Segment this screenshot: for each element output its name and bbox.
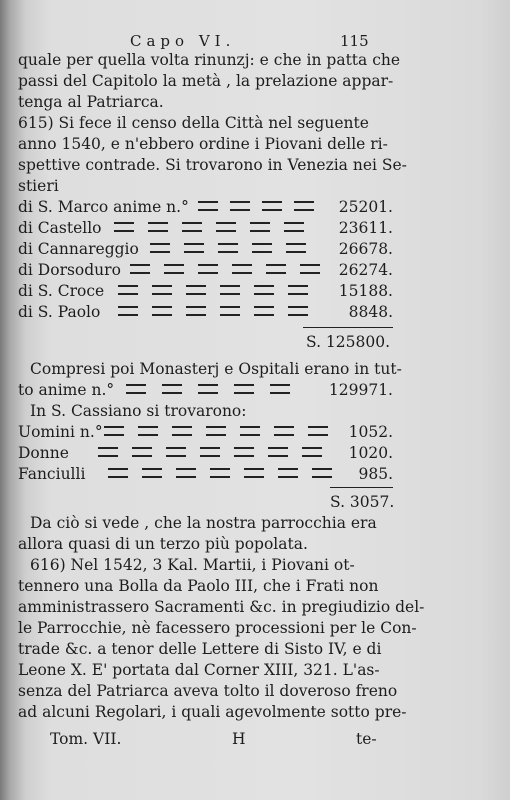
leader-dash	[274, 426, 294, 436]
census-row-value: 15188.	[338, 282, 393, 300]
text-line: In S. Cassiano si trovarono:	[30, 402, 247, 420]
text-line: Da ciò si vede , che la nostra parrocchia era	[30, 514, 377, 532]
leader-dash	[312, 468, 332, 478]
census-total: S. 125800.	[306, 333, 391, 351]
leader-dash	[118, 306, 138, 316]
census-row-label: di Dorsoduro	[18, 261, 121, 279]
page-number: 115	[340, 32, 369, 50]
paragraph-616-line: le Parrocchie, nè facessero processioni per le Con-	[18, 619, 417, 637]
leader-dash	[270, 384, 290, 394]
census-row	[18, 239, 393, 259]
leader-dash	[278, 468, 298, 478]
leader-dash	[288, 306, 308, 316]
census-row	[18, 380, 393, 400]
census-row-label: di Castello	[18, 219, 102, 237]
paragraph-615-line: spettive contrade. Si trovarono in Venezia nei Se-	[18, 156, 407, 174]
leader-dash	[300, 264, 320, 274]
leader-dash	[284, 222, 304, 232]
leader-dash	[308, 426, 328, 436]
leader-dash	[210, 468, 230, 478]
running-title: Capo VI.	[130, 32, 236, 50]
leader-dash	[220, 285, 240, 295]
leader-dash	[268, 447, 288, 457]
census-row-value: 8848.	[348, 303, 393, 321]
paragraph-616-line: senza del Patriarca aveva tolto il doveroso freno	[18, 682, 398, 700]
leader-dash	[240, 426, 260, 436]
census-row	[18, 443, 393, 463]
catchword: te-	[356, 730, 377, 748]
census-row-label: Fanciulli	[18, 465, 86, 483]
paragraph-616-line: amministrassero Sacramenti &c. in pregiudizio del-	[18, 598, 425, 616]
census-row-value: 26678.	[338, 240, 393, 258]
paragraph-615-line: 615) Si fece il censo della Città nel seguente	[18, 114, 369, 132]
census-row-label: di S. Paolo	[18, 303, 101, 321]
leader-dash	[250, 222, 270, 232]
leader-dash	[234, 384, 254, 394]
signature-mark: H	[232, 730, 246, 748]
text-line: passi del Capitolo la metà , la prelazione appar-	[18, 72, 394, 90]
paragraph-616-line: trade &c. a tenor delle Lettere di Sisto IV, e di	[18, 640, 382, 658]
census-row	[18, 464, 393, 484]
census-row-label: di S. Croce	[18, 282, 105, 300]
leader-dash	[132, 447, 152, 457]
leader-dash	[152, 306, 172, 316]
leader-dash	[150, 243, 170, 253]
leader-dash	[162, 384, 182, 394]
census-row-label: di Cannareggio	[18, 240, 139, 258]
text-line: tenga al Patriarca.	[18, 93, 164, 111]
leader-dash	[254, 306, 274, 316]
leader-dash	[148, 222, 168, 232]
leader-dash	[234, 447, 254, 457]
census-row	[18, 302, 393, 322]
leader-dash	[98, 447, 118, 457]
census-row-value: 25201.	[338, 198, 393, 216]
census-row	[18, 281, 393, 301]
census-row	[18, 218, 393, 238]
census-row-label: Uomini n.°	[18, 423, 103, 441]
leader-dash	[114, 222, 134, 232]
leader-dash	[244, 468, 264, 478]
leader-dash	[142, 468, 162, 478]
leader-dash	[198, 264, 218, 274]
leader-dash	[176, 468, 196, 478]
leader-dash	[186, 285, 206, 295]
sum-rule	[330, 487, 393, 488]
leader-dash	[302, 447, 322, 457]
text-line: allora quasi di un terzo più popolata.	[18, 535, 308, 553]
leader-dash	[172, 426, 192, 436]
paragraph-616-line: tennero una Bolla da Paolo III, che i Frati non	[18, 577, 379, 595]
census-row	[18, 260, 393, 280]
leader-dash	[266, 264, 286, 274]
census-row-value: 1020.	[348, 444, 393, 462]
leader-dash	[232, 264, 252, 274]
census-row	[18, 197, 393, 217]
census-row-value: 1052.	[348, 423, 393, 441]
leader-dash	[184, 243, 204, 253]
volume-mark: Tom. VII.	[50, 730, 122, 748]
leader-dash	[182, 222, 202, 232]
census-row-value: 985.	[358, 465, 393, 483]
leader-dash	[108, 468, 128, 478]
paragraph-615-line: anno 1540, e n'ebbero ordine i Piovani delle ri-	[18, 135, 388, 153]
census-row-label: to anime n.°	[18, 381, 115, 399]
leader-dash	[254, 285, 274, 295]
paragraph-616-line: Leone X. E' portata dal Corner XIII, 321. L'as-	[18, 661, 380, 679]
census-total: S. 3057.	[330, 493, 395, 511]
text-line: quale per quella volta rinunzj: e che in patta che	[18, 51, 401, 69]
leader-dash	[118, 285, 138, 295]
leader-dash	[218, 243, 238, 253]
leader-dash	[130, 264, 150, 274]
text-line: Compresi poi Monasterj e Ospitali erano in tut-	[30, 360, 402, 378]
census-row-value: 129971.	[328, 381, 393, 399]
leader-dash	[152, 285, 172, 295]
census-row-label: di S. Marco anime n.°	[18, 198, 189, 216]
leader-dash	[216, 222, 236, 232]
leader-dash	[220, 306, 240, 316]
leader-dash	[104, 426, 124, 436]
leader-dash	[252, 243, 272, 253]
leader-dash	[166, 447, 186, 457]
leader-dash	[230, 201, 250, 211]
census-row-value: 23611.	[338, 219, 393, 237]
leader-dash	[186, 306, 206, 316]
leader-dash	[138, 426, 158, 436]
census-row-label: Donne	[18, 444, 69, 462]
leader-dash	[198, 384, 218, 394]
sum-rule	[303, 327, 393, 328]
leader-dash	[262, 201, 282, 211]
census-row-value: 26274.	[338, 261, 393, 279]
census-row	[18, 422, 393, 442]
leader-dash	[294, 201, 314, 211]
paragraph-615-line: stieri	[18, 177, 59, 195]
leader-dash	[200, 447, 220, 457]
leader-dash	[286, 243, 306, 253]
paragraph-616-line: ad alcuni Regolari, i quali agevolmente sotto pre-	[18, 703, 407, 721]
leader-dash	[288, 285, 308, 295]
paragraph-616-line: 616) Nel 1542, 3 Kal. Martii, i Piovani ot-	[30, 556, 355, 574]
leader-dash	[206, 426, 226, 436]
leader-dash	[164, 264, 184, 274]
leader-dash	[126, 384, 146, 394]
leader-dash	[198, 201, 218, 211]
